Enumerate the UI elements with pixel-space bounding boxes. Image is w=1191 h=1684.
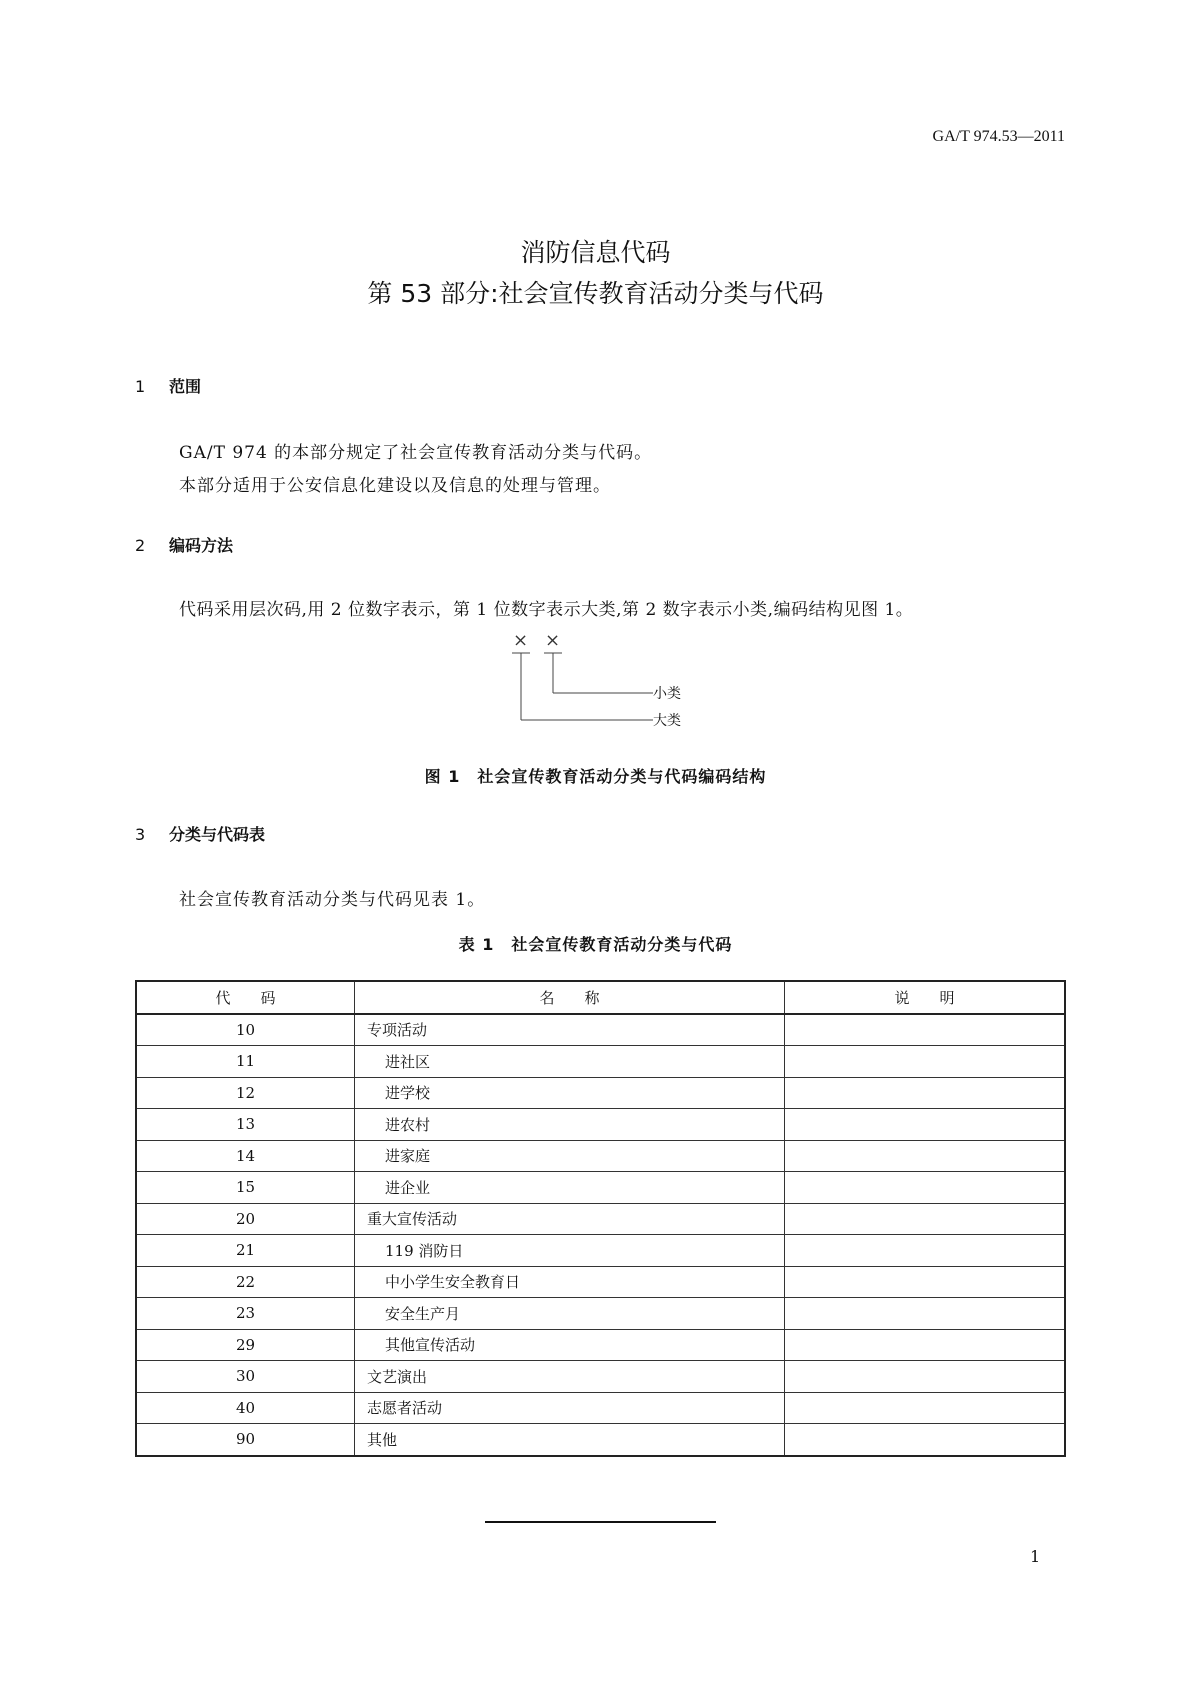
note-cell (785, 1266, 1066, 1298)
section-title: 分类与代码表 (169, 825, 266, 844)
section-number: 3 (135, 825, 146, 844)
table-row (136, 1014, 1065, 1046)
major-digit-placeholder: × (513, 630, 529, 651)
table-row (136, 1077, 1065, 1109)
table-row (136, 1298, 1065, 1330)
note-cell (785, 1203, 1066, 1235)
name-cell: 安全生产月 (355, 1298, 785, 1330)
table-caption: 表 1 社会宣传教育活动分类与代码 (458, 935, 733, 954)
table-row (136, 1046, 1065, 1078)
name-cell: 其他 (355, 1424, 785, 1456)
column-header-code: 代 码 (136, 981, 355, 1014)
code-cell: 20 (136, 1203, 355, 1235)
name-cell: 志愿者活动 (355, 1392, 785, 1424)
name-cell: 进农村 (355, 1109, 785, 1141)
classification-code-table (135, 980, 1066, 1457)
code-cell: 12 (136, 1077, 355, 1109)
minor-category-label: 小类 (653, 686, 681, 702)
code-cell: 14 (136, 1140, 355, 1172)
name-cell: 进学校 (355, 1077, 785, 1109)
coding-structure-diagram (500, 625, 700, 735)
code-cell: 90 (136, 1424, 355, 1456)
code-cell: 29 (136, 1329, 355, 1361)
page-number: 1 (1030, 1547, 1041, 1566)
table-row (136, 1140, 1065, 1172)
table-row (136, 1266, 1065, 1298)
name-cell: 119 消防日 (355, 1235, 785, 1267)
figure-caption: 图 1 社会宣传教育活动分类与代码编码结构 (424, 767, 767, 786)
name-cell: 进家庭 (355, 1140, 785, 1172)
note-cell (785, 1077, 1066, 1109)
section-heading-3 (135, 822, 265, 845)
document-subtitle: 第 53 部分:社会宣传教育活动分类与代码 (367, 279, 824, 308)
table-row (136, 1392, 1065, 1424)
name-cell: 进企业 (355, 1172, 785, 1204)
code-cell: 15 (136, 1172, 355, 1204)
code-cell: 40 (136, 1392, 355, 1424)
section-title: 范围 (169, 377, 202, 396)
note-cell (785, 1361, 1066, 1393)
code-cell: 23 (136, 1298, 355, 1330)
name-cell: 其他宣传活动 (355, 1329, 785, 1361)
note-cell (785, 1392, 1066, 1424)
column-header-name: 名 称 (355, 981, 785, 1014)
note-cell (785, 1172, 1066, 1204)
code-cell: 21 (136, 1235, 355, 1267)
note-cell (785, 1046, 1066, 1078)
note-cell (785, 1235, 1066, 1267)
section-heading-1 (135, 374, 201, 397)
end-rule (485, 1521, 716, 1523)
code-cell: 22 (136, 1266, 355, 1298)
section-title: 编码方法 (169, 536, 234, 555)
paragraph: 代码采用层次码,用 2 位数字表示，第 1 位数字表示大类,第 2 数字表示小类,编码结构见图 1。 (179, 600, 914, 620)
minor-digit-placeholder: × (545, 630, 561, 651)
table-row (136, 1424, 1065, 1456)
table-row (136, 1361, 1065, 1393)
name-cell: 文艺演出 (355, 1361, 785, 1393)
name-cell: 中小学生安全教育日 (355, 1266, 785, 1298)
table-row (136, 1329, 1065, 1361)
note-cell (785, 1014, 1066, 1046)
section-number: 1 (135, 377, 146, 396)
note-cell (785, 1424, 1066, 1456)
table-row (136, 1172, 1065, 1204)
note-cell (785, 1329, 1066, 1361)
paragraph: 本部分适用于公安信息化建设以及信息的处理与管理。 (179, 476, 611, 496)
paragraph: GA/T 974 的本部分规定了社会宣传教育活动分类与代码。 (179, 443, 653, 463)
table-row (136, 1203, 1065, 1235)
major-category-label: 大类 (653, 713, 681, 729)
table-row (136, 1109, 1065, 1141)
code-cell: 11 (136, 1046, 355, 1078)
section-number: 2 (135, 536, 146, 555)
note-cell (785, 1298, 1066, 1330)
name-cell: 重大宣传活动 (355, 1203, 785, 1235)
name-cell: 专项活动 (355, 1014, 785, 1046)
note-cell (785, 1109, 1066, 1141)
table-row (136, 1235, 1065, 1267)
code-cell: 30 (136, 1361, 355, 1393)
standard-number: GA/T 974.53—2011 (932, 128, 1065, 145)
document-title: 消防信息代码 (520, 238, 671, 267)
note-cell (785, 1140, 1066, 1172)
paragraph: 社会宣传教育活动分类与代码见表 1。 (179, 890, 486, 910)
code-cell: 13 (136, 1109, 355, 1141)
code-cell: 10 (136, 1014, 355, 1046)
table-header-row (136, 981, 1065, 1014)
section-heading-2 (135, 533, 233, 556)
column-header-note: 说 明 (785, 981, 1066, 1014)
name-cell: 进社区 (355, 1046, 785, 1078)
